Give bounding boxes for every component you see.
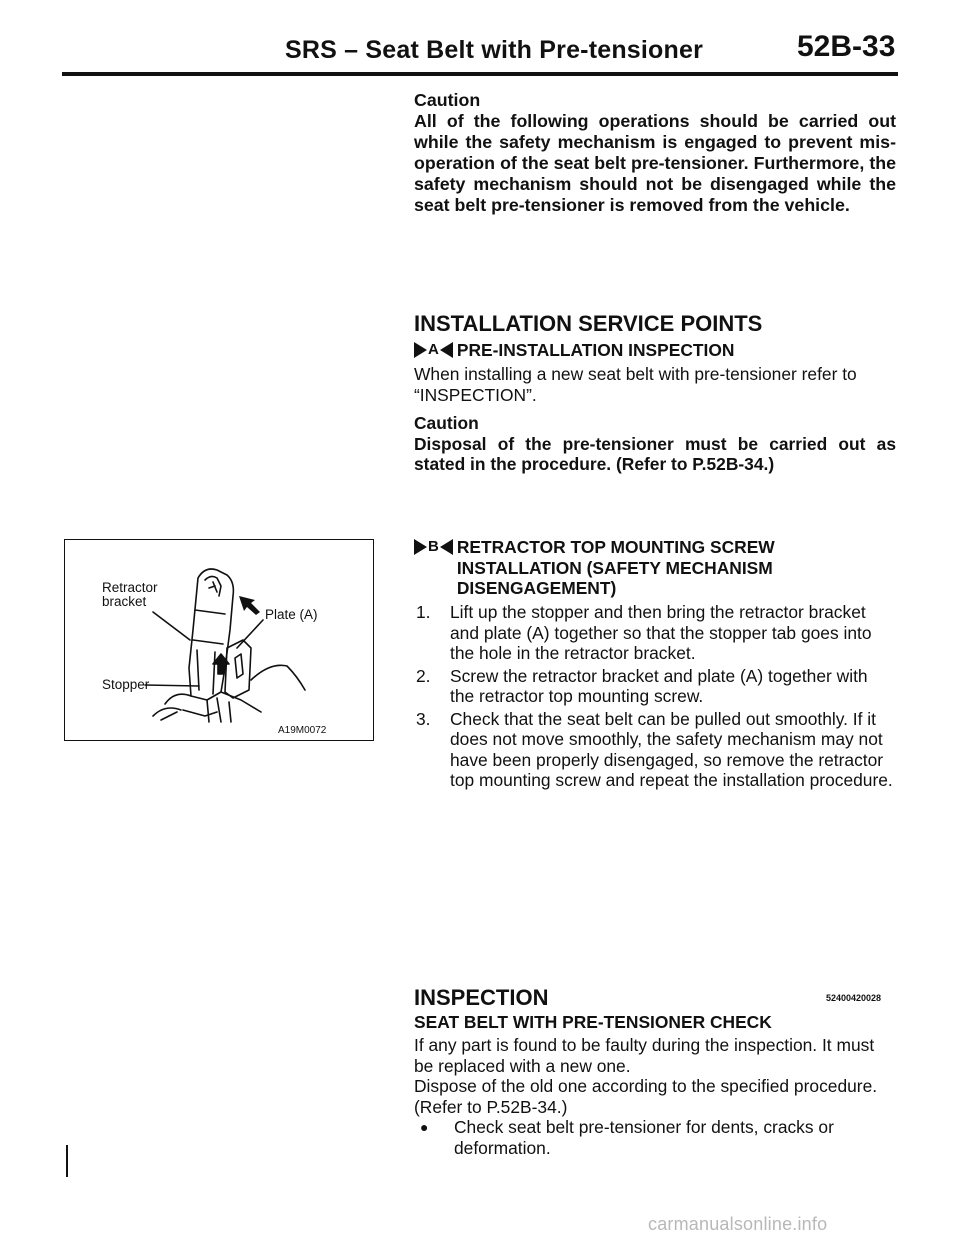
label-stopper: Stopper xyxy=(102,677,150,692)
page-header-title: SRS – Seat Belt with Pre-tensioner xyxy=(285,36,704,64)
triangle-left-icon xyxy=(440,342,453,358)
list-item xyxy=(414,666,896,707)
caution-heading: Caution xyxy=(414,90,481,110)
list-item xyxy=(414,1117,896,1158)
triangle-right-icon xyxy=(414,342,427,358)
margin-mark xyxy=(66,1145,68,1177)
inspection-text-2: Dispose of the old one according to the specified procedure. (Refer to P.52B-34.) xyxy=(414,1076,878,1117)
footer-watermark: carmanualsonline.info xyxy=(648,1214,828,1234)
section-code: 52400420028 xyxy=(826,993,882,1003)
marker-letter: B xyxy=(428,538,439,555)
service-point-a-text: When installing a new seat belt with pre-tensioner refer to “INSPECTION”. xyxy=(414,364,857,405)
step-text: Screw the retractor bracket and plate (A) together with the retractor top mounting screw. xyxy=(450,665,868,706)
retractor-illustration xyxy=(65,540,372,739)
list-item xyxy=(414,602,896,664)
step-number: 2. xyxy=(416,665,431,686)
caution-text: All of the following operations should be carried out while the safety mechanism is engaged to prevent mis-operation of the seat belt pre-tensioner. Furthermore, the safety mechanism should not be disengaged while the seat belt pre-tensioner is removed from the vehicle. xyxy=(414,111,896,215)
service-point-title: RETRACTOR TOP MOUNTING SCREW INSTALLATION (SAFETY MECHANISM DISENGAGEMENT) xyxy=(456,537,775,598)
label-retractor-bracket: Retractor bracket xyxy=(102,580,158,609)
bullet-icon: ● xyxy=(420,1119,429,1135)
figure-retractor-bracket xyxy=(64,539,374,741)
service-point-b-heading xyxy=(414,537,896,599)
inspection-text xyxy=(414,1035,896,1117)
section-heading-installation: INSTALLATION SERVICE POINTS xyxy=(414,311,763,336)
service-point-b-steps xyxy=(414,602,896,793)
caution-block-disposal xyxy=(414,413,896,475)
header-rule xyxy=(62,72,898,76)
list-item xyxy=(414,709,896,791)
bullet-text: Check seat belt pre-tensioner for dents, cracks or deformation. xyxy=(454,1117,834,1158)
service-point-marker xyxy=(414,537,453,558)
caution-heading: Caution xyxy=(414,413,479,433)
caution-text: Disposal of the pre-tensioner must be carried out as stated in the procedure. (Refer to P.52B-34.) xyxy=(414,433,896,474)
triangle-right-icon xyxy=(414,539,427,555)
step-text: Check that the seat belt can be pulled out smoothly. If it does not move smoothly, the safety mechanism may not have been properly disengaged, so remove the retractor top mounting screw and repeat the installation procedure. xyxy=(450,708,893,790)
inspection-text-1: If any part is found to be faulty during the inspection. It must be replaced with a new one. xyxy=(414,1035,875,1076)
service-point-marker xyxy=(414,340,453,361)
figure-code: A19M0072 xyxy=(278,725,327,736)
marker-letter: A xyxy=(428,341,439,358)
step-text: Lift up the stopper and then bring the retractor bracket and plate (A) together so that the stopper tab goes into the hole in the retractor bracket. xyxy=(450,602,872,663)
inspection-sub-title: SEAT BELT WITH PRE-TENSIONER CHECK xyxy=(414,1012,772,1032)
inspection-sub-heading xyxy=(414,1012,896,1033)
step-number: 1. xyxy=(416,602,431,622)
triangle-left-icon xyxy=(440,539,453,555)
label-plate-a: Plate (A) xyxy=(265,607,318,622)
page-number: 52B-33 xyxy=(797,30,896,63)
service-point-a-heading xyxy=(414,340,896,361)
step-number: 3. xyxy=(416,708,431,729)
caution-block-safety xyxy=(414,90,896,216)
service-point-title: PRE-INSTALLATION INSPECTION xyxy=(456,340,735,360)
section-heading-inspection: INSPECTION xyxy=(414,985,549,1010)
